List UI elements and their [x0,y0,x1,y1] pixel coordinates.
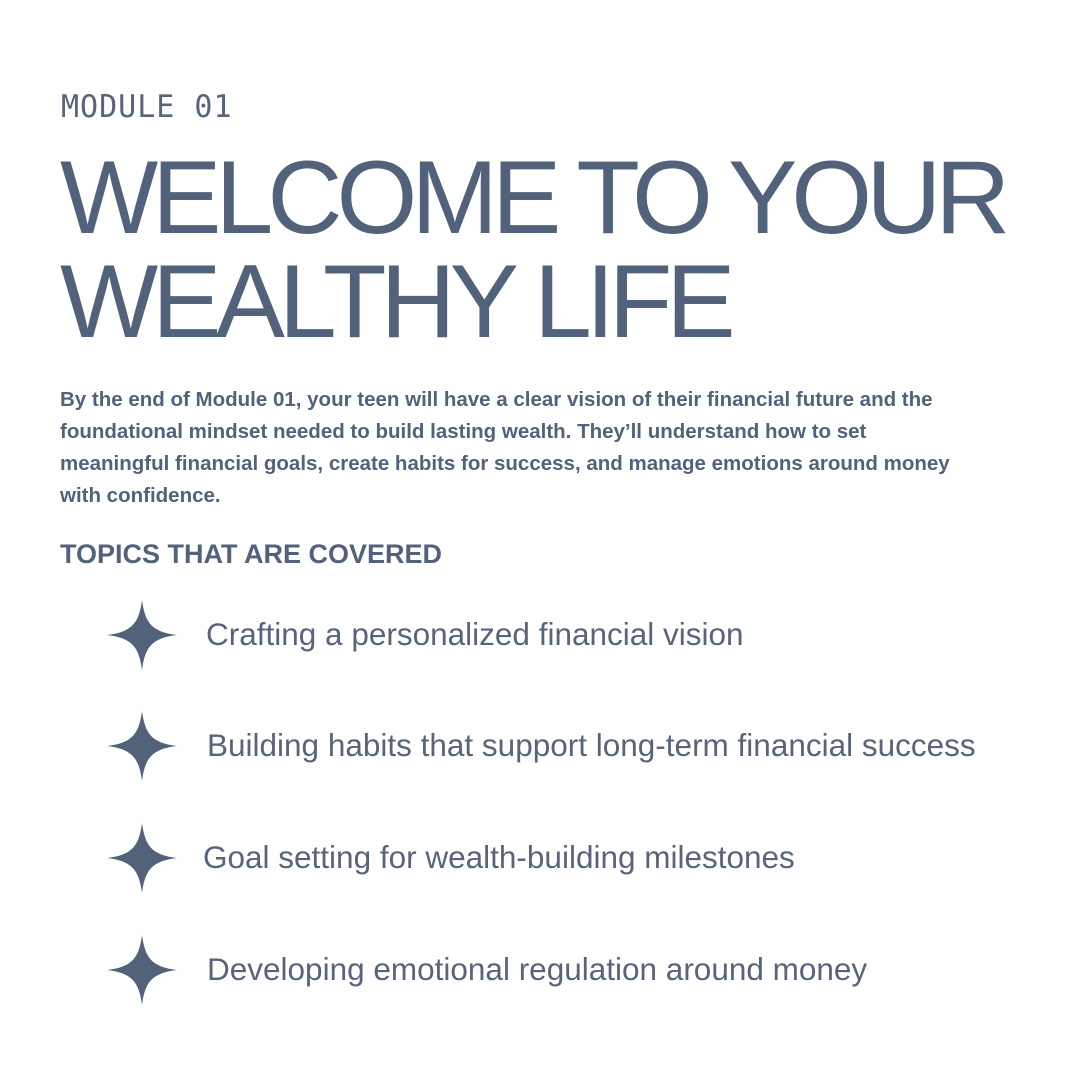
page-title-line-2: WEALTHY LIFE [60,244,730,360]
page-title [60,140,1005,360]
sparkle-icon [107,600,177,670]
topic-item-crafting-vision [107,600,1067,670]
topic-item-emotional-regulation [107,935,1067,1005]
topic-text: Building habits that support long-term financial success [207,727,976,763]
sparkle-icon [107,935,177,1005]
topic-text: Crafting a personalized financial vision [206,616,744,652]
sparkle-icon [107,711,177,781]
topic-item-building-habits [107,711,1067,781]
topic-text: Goal setting for wealth-building milestones [203,839,795,875]
module-description: By the end of Module 01, your teen will have a clear vision of their financial future and the foundational mindset needed to build lasting wealth. They’ll understand how to set meaningful financial goals, create habits for success, and manage emotions around money with confidence. [60,388,950,507]
topic-text: Developing emotional regulation around money [207,951,868,987]
sparkle-icon [107,823,177,893]
module-label: MODULE 01 [61,88,233,126]
topic-item-goal-setting [107,823,1067,893]
page-title-line-1: WELCOME TO YOUR [60,140,1005,256]
topics-heading: TOPICS THAT ARE COVERED [60,539,443,569]
